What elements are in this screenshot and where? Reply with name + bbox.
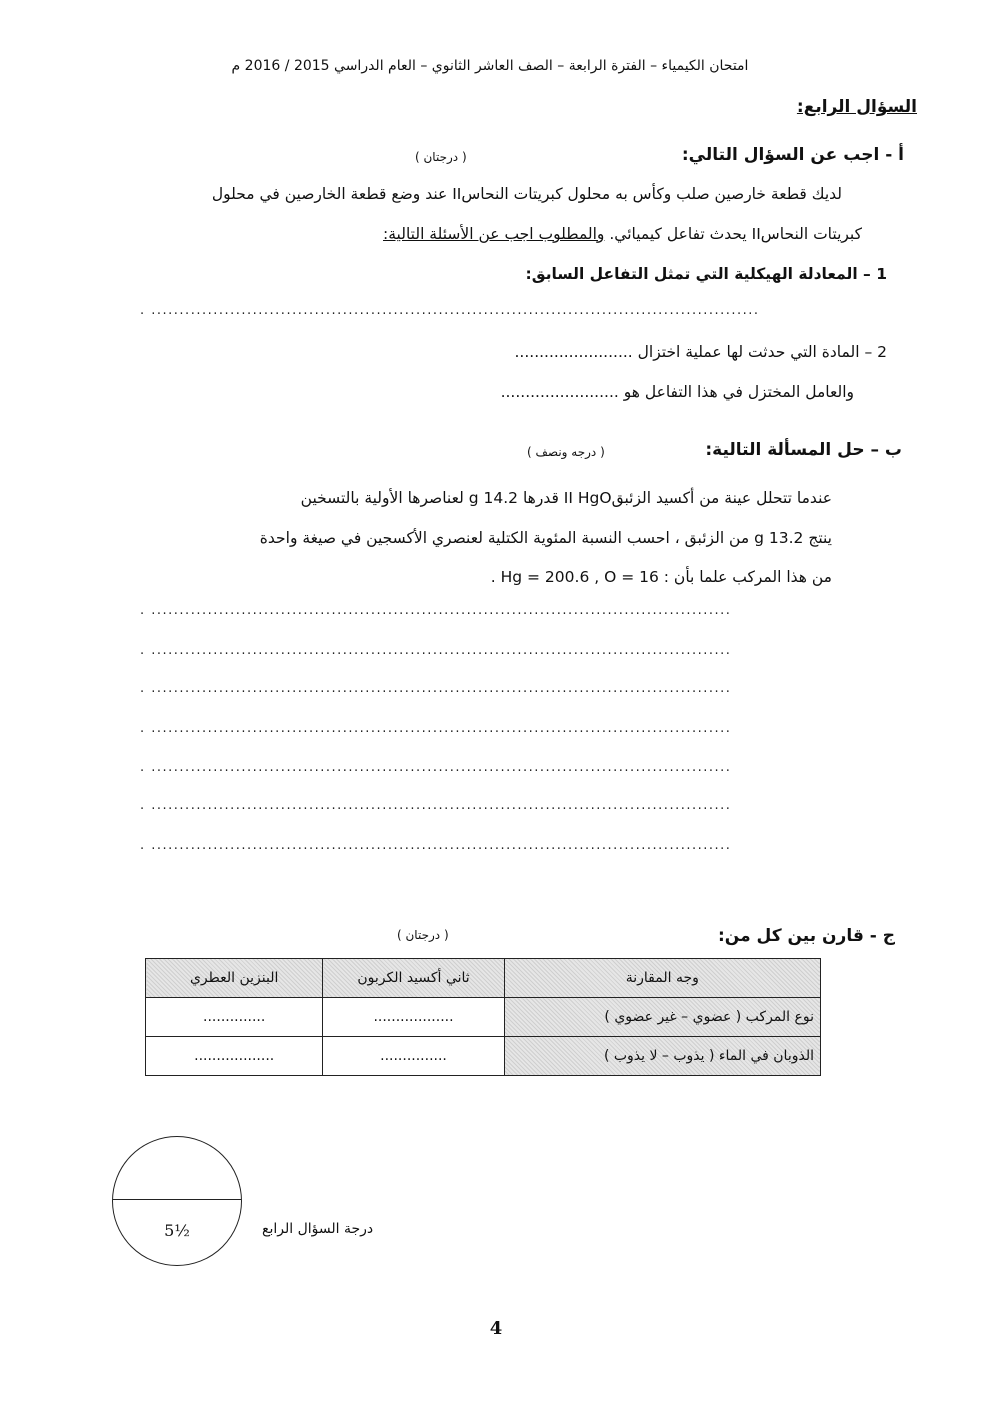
row-label: نوع المركب ( عضوي – غير عضوي ) (504, 998, 820, 1037)
column-header: ثاني أكسيد الكربون (323, 959, 504, 998)
part-b-answer-line[interactable]: . ....................................................................................................... (140, 798, 732, 813)
part-a-answer-line[interactable]: . ............................................................................................................ (140, 303, 760, 318)
part-b-answer-line[interactable]: . ....................................................................................................... (140, 643, 732, 658)
part-b-answer-line[interactable]: . ....................................................................................................... (140, 681, 732, 696)
part-a-item2: 2 – المادة التي حدثت لها عملية اختزال ........................ (514, 343, 887, 361)
part-b-line1: عندما تتحلل عينة من أكسيد الزئبقII HgO قدرها 14.2 g لعناصرها الأولية بالتسخين (300, 489, 832, 507)
part-b-answer-line[interactable]: . ....................................................................................................... (140, 838, 732, 853)
grade-value: 5½ (164, 1221, 190, 1240)
page-number: 4 (489, 1318, 503, 1339)
row-label: الذوبان في الماء ( يذوب – لا يذوب ) (504, 1037, 820, 1076)
part-a-line1: لديك قطعة خارصين صلب وكأس به محلول كبريتات النحاسII عند وضع قطعة الخارصين في محلول (211, 185, 842, 203)
answer-cell[interactable]: .................. (146, 1037, 323, 1076)
part-c-heading: ج - قارن بين كل من: (717, 926, 895, 946)
comparison-table (145, 958, 821, 1076)
part-a-heading: أ - اجب عن السؤال التالي: (681, 145, 904, 165)
table-row (146, 998, 821, 1037)
part-b-answer-line[interactable]: . ....................................................................................................... (140, 721, 732, 736)
answer-cell[interactable]: .............. (146, 998, 323, 1037)
part-a-line2-underlined: والمطلوب اجب عن الأسئلة التالية: (383, 225, 605, 243)
part-b-answer-line[interactable]: . ....................................................................................................... (140, 760, 732, 775)
part-a-item1: 1 – المعادلة الهيكلية التي تمثل التفاعل السابق: (525, 265, 887, 283)
part-b-heading: ب – حل المسألة التالية: (705, 440, 902, 460)
part-b-answer-line[interactable]: . ....................................................................................................... (140, 603, 732, 618)
question-title: السؤال الرابع: (796, 97, 917, 117)
table-row (146, 1037, 821, 1076)
part-a-line2 (383, 217, 862, 252)
part-a-marks: ( درجتان ) (415, 150, 467, 164)
answer-cell[interactable]: .................. (323, 998, 504, 1037)
exam-header: امتحان الكيمياء – الفترة الرابعة – الصف العاشر الثانوي – العام الدراسي 2015 / 2016 م (231, 58, 749, 74)
table-header-row (146, 959, 821, 998)
column-header: البنزين العطري (146, 959, 323, 998)
part-b-line2: ينتج 13.2 g من الزئبق ، احسب النسبة المئوية الكتلية لعنصري الأكسجين في صيغة واحدة (259, 529, 832, 547)
part-a-item3: والعامل المختزل في هذا التفاعل هو ........................ (500, 383, 854, 401)
part-b-line3: من هذا المركب علما بأن : Hg = 200.6 , O = 16 . (490, 568, 832, 586)
grade-label: درجة السؤال الرابع (262, 1221, 374, 1237)
grade-divider (113, 1199, 241, 1200)
part-b-marks: ( درجه ونصف ) (527, 445, 605, 459)
answer-cell[interactable]: ............... (323, 1037, 504, 1076)
column-header: وجه المقارنة (504, 959, 820, 998)
grade-circle (112, 1136, 242, 1266)
part-c-marks: ( درجتان ) (397, 928, 449, 942)
part-a-line2-plain: كبريتات النحاسII يحدث تفاعل كيميائي. (609, 225, 862, 243)
